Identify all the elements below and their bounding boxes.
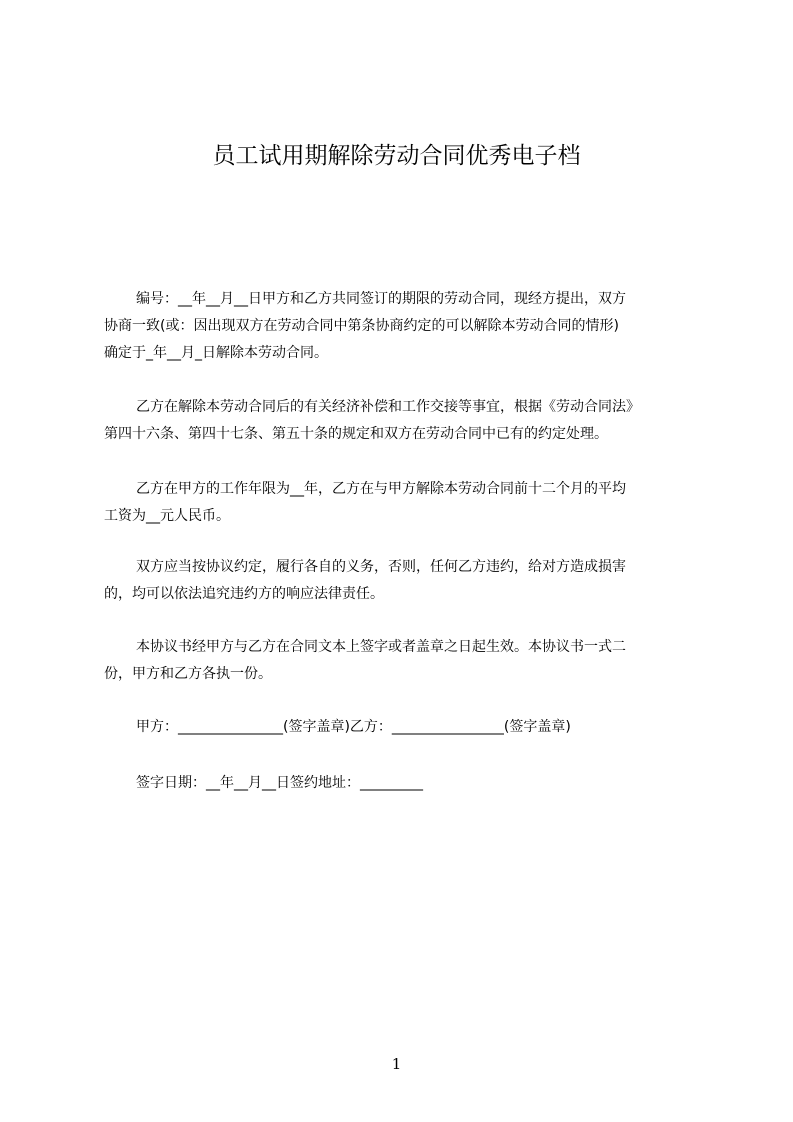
paragraph-line: 乙方在解除本劳动合同后的有关经济补偿和工作交接等事宜，根据《劳动合同法》 (136, 399, 640, 415)
paragraph-line: 本协议书经甲方与乙方在合同文本上签字或者盖章之日起生效。本协议书一式二 (136, 639, 626, 655)
paragraph-line: 确定于_年__月_日解除本劳动合同。 (104, 345, 328, 361)
paragraph-obligations (104, 554, 704, 608)
paragraph-effective (104, 634, 704, 688)
paragraph-line: 份，甲方和乙方各执一份。 (104, 666, 272, 682)
paragraph-line: 第四十六条、第四十七条、第五十条的规定和双方在劳动合同中已有的约定处理。 (104, 426, 608, 442)
paragraph-line: 工资为__元人民币。 (104, 508, 230, 524)
paragraph-compensation (104, 394, 704, 448)
signature-line: 甲方：_______________(签字盖章)乙方：________________(签字盖章) (136, 719, 571, 735)
page-number: 1 (391, 1055, 402, 1073)
paragraph-line: 的，均可以依法追究违约方的响应法律责任。 (104, 586, 384, 602)
document-title: 员工试用期解除劳动合同优秀电子档 (212, 143, 581, 169)
paragraph-work-years (104, 476, 704, 530)
paragraph-line: 双方应当按协议约定，履行各自的义务，否则，任何乙方违约，给对方造成损害 (136, 559, 626, 575)
paragraph-contract-termination (104, 286, 704, 367)
paragraph-line: 编号：__年__月__日甲方和乙方共同签订的期限的劳动合同，现经方提出，双方 (136, 291, 626, 307)
signing-date-line: 签字日期：__年__月__日签约地址：_________ (136, 775, 423, 791)
paragraph-line: 协商一致(或：因出现双方在劳动合同中第条协商约定的可以解除本劳动合同的情形) (104, 318, 619, 334)
paragraph-line: 乙方在甲方的工作年限为__年，乙方在与甲方解除本劳动合同前十二个月的平均 (136, 481, 626, 497)
